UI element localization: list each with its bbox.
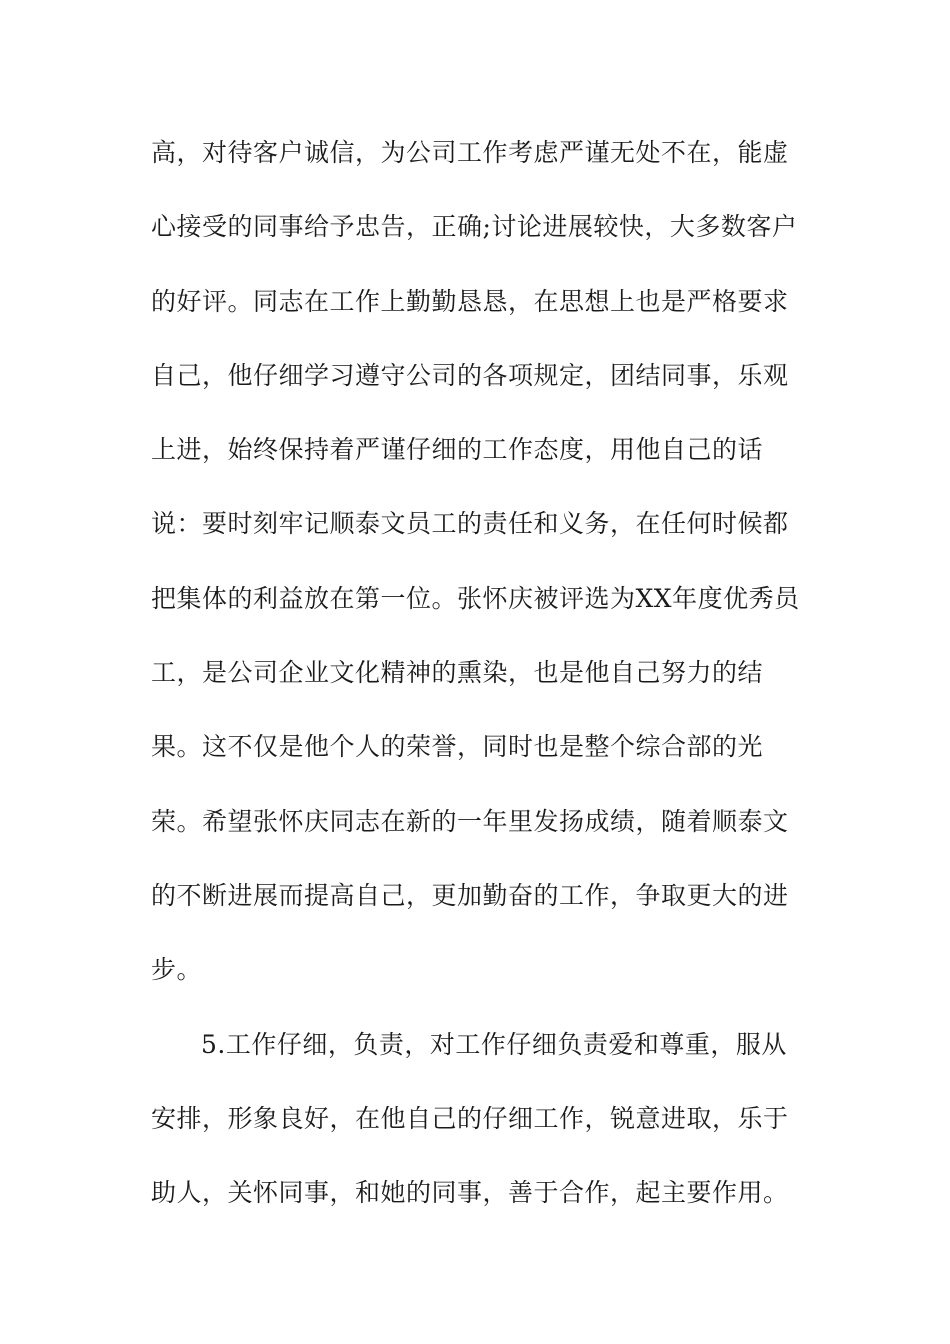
text-line: 荣。希望张怀庆同志在新的一年里发扬成绩，随着顺泰文: [151, 806, 789, 836]
text-line: 把集体的利益放在第一位。张怀庆被评选为XX年度优秀员: [151, 583, 800, 613]
paragraph-1: [151, 128, 811, 1020]
text-line: 心接受的同事给予忠告，正确;讨论进展较快，大多数客户: [151, 212, 798, 242]
text-line: 工，是公司企业文化精神的熏染，也是他自己努力的结: [151, 658, 764, 688]
text-line: 的好评。同志在工作上勤勤恳恳，在思想上也是严格要求: [151, 286, 789, 316]
paragraph-2: [151, 1020, 811, 1243]
text-line: 5.工作仔细，负责，对工作仔细负责爱和尊重，服从: [201, 1029, 787, 1059]
text-line: 步。: [151, 955, 203, 985]
text-line: 助人，关怀同事，和她的同事，善于合作，起主要作用。: [151, 1178, 789, 1208]
text-line: 说：要时刻牢记顺泰文员工的责任和义务，在任何时候都: [151, 509, 789, 539]
text-line: 安排，形象良好，在他自己的仔细工作，锐意进取，乐于: [151, 1103, 789, 1133]
text-line: 自己，他仔细学习遵守公司的各项规定，团结同事，乐观: [151, 360, 789, 390]
text-line: 高，对待客户诚信，为公司工作考虑严谨无处不在，能虚: [151, 138, 789, 167]
document-body: [151, 128, 811, 1242]
text-line: 果。这不仅是他个人的荣誉，同时也是整个综合部的光: [151, 732, 764, 762]
text-line: 的不断进展而提高自己，更加勤奋的工作，争取更大的进: [151, 880, 789, 910]
text-line: 上进，始终保持着严谨仔细的工作态度，用他自己的话: [151, 435, 764, 465]
